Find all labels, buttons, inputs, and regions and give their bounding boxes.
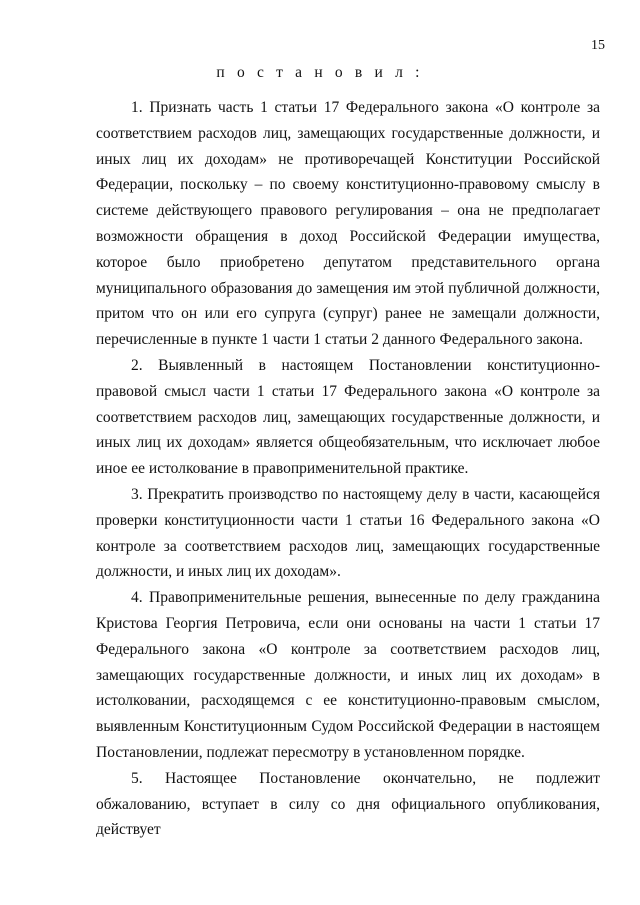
document-body: [96, 95, 600, 843]
paragraph-5: 5. Настоящее Постановление окончательно, не подлежит обжалованию, вступает в силу со дня официального опубликования, действует: [96, 769, 600, 839]
page-number: 15: [591, 38, 605, 53]
paragraph-1: 1. Признать часть 1 статьи 17 Федерального закона «О контроле за соответствием расходов лиц, замещающих государственные должности, и иных лиц их доходам» не противоречащей Конституции Российской Федерации, поскольку – по своему конституционно-правовому смыслу в системе действующего правового регулирования – она не предполагает возможности обращения в доход Российской Федерации имущества, которое было приобретено депутатом представительного органа муниципального образования до замещения им этой публичной должности, притом что он или его супруга (супруг) ранее не замещали должности, перечисленные в пункте 1 части 1 статьи 2 данного Федерального закона.: [96, 99, 600, 349]
paragraph-4: 4. Правоприменительные решения, вынесенные по делу гражданина Кристова Георгия Петровича, если они основаны на части 1 статьи 17 Федерального закона «О контроле за соответствием расходов лиц, замещающих государственные должности, и иных лиц их доходам» в истолковании, расходящемся с ее конституционно-правовым смыслом, выявленным Конституционным Судом Российской Федерации в настоящем Постановлении, подлежат пересмотру в установленном порядке.: [96, 589, 600, 761]
paragraph-3: 3. Прекратить производство по настоящему делу в части, касающейся проверки конституционности части 1 статьи 16 Федерального закона «О контроле за соответствием расходов лиц, замещающих государственные должности, и иных лиц их доходам».: [96, 485, 600, 581]
ruling-heading: п о с т а н о в и л :: [216, 64, 424, 81]
paragraph-2: 2. Выявленный в настоящем Постановлении конституционно-правовой смысл части 1 статьи 17 Федерального закона «О контроле за соответствием расходов лиц, замещающих государственные должности, и иных лиц их доходам» является общеобязательным, что исключает любое иное ее истолкование в правоприменительной практике.: [96, 356, 600, 478]
